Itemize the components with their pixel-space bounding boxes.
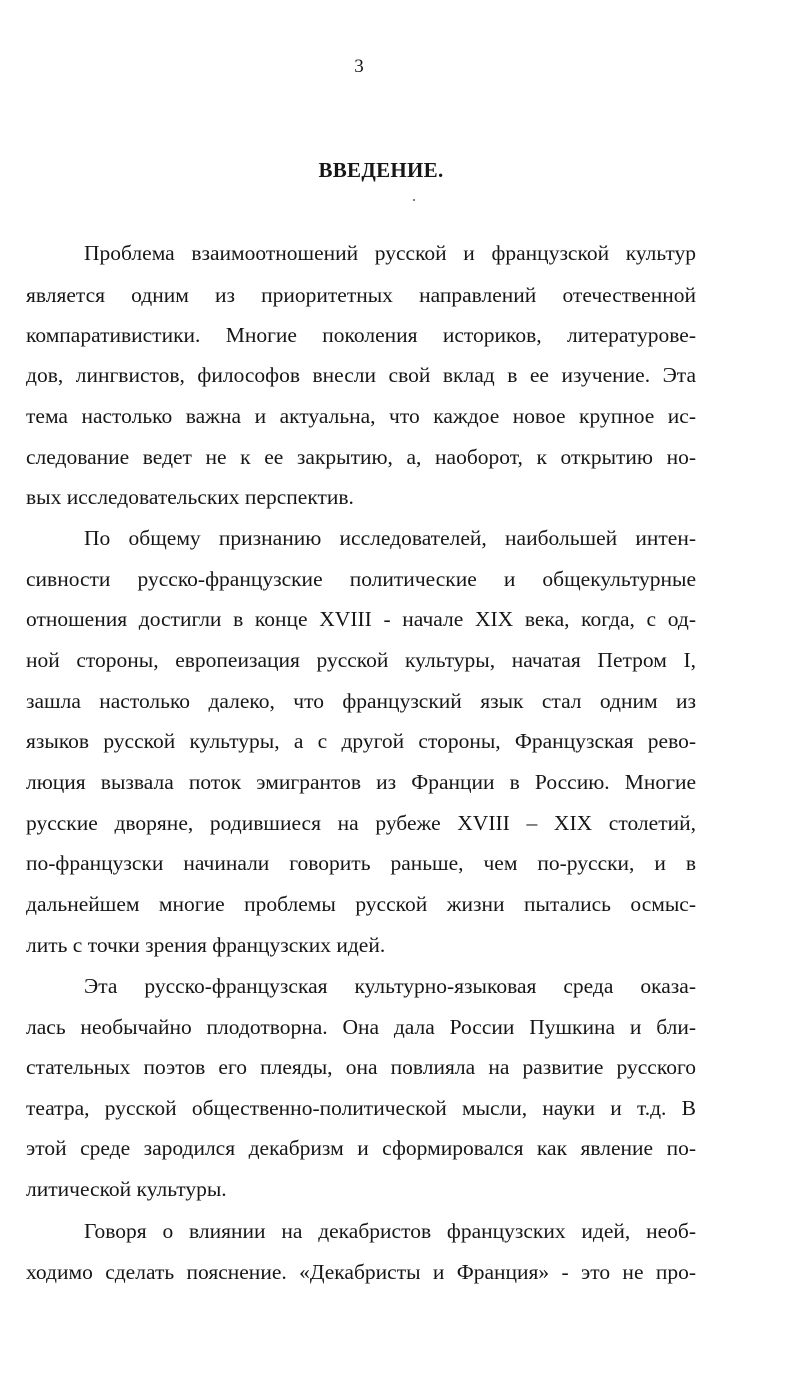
text-line: этой среде зародился декабризм и сформировался как явление по-: [26, 1136, 696, 1160]
text-line: по-французски начинали говорить раньше, чем по-русски, и в: [26, 851, 696, 875]
page-number: 3: [354, 56, 364, 77]
text-line: вых исследовательских перспектив.: [26, 485, 354, 509]
text-line: является одним из приоритетных направлений отечественной: [26, 283, 696, 307]
text-line: Эта русско-французская культурно-языковая среда оказа-: [84, 974, 696, 998]
text-line: театра, русской общественно-политической мысли, науки и т.д. В: [26, 1096, 696, 1120]
text-line: компаративистики. Многие поколения историков, литературове-: [26, 323, 696, 347]
text-line: литической культуры.: [26, 1177, 227, 1201]
text-line: языков русской культуры, а с другой стороны, Французская рево-: [26, 729, 696, 753]
text-line: отношения достигли в конце XVIII - начале XIX века, когда, с од-: [26, 607, 696, 631]
text-line: зашла настолько далеко, что французский язык стал одним из: [26, 689, 696, 713]
text-line: ной стороны, европеизация русской культуры, начатая Петром I,: [26, 648, 696, 672]
text-line: Говоря о влиянии на декабристов французских идей, необ-: [84, 1219, 696, 1243]
text-line: люция вызвала поток эмигрантов из Франции в Россию. Многие: [26, 770, 696, 794]
text-line: лить с точки зрения французских идей.: [26, 933, 386, 957]
text-line: русские дворяне, родившиеся на рубеже XVIII – XIX столетий,: [26, 811, 696, 835]
text-line: следование ведет не к ее закрытию, а, наоборот, к открытию но-: [26, 445, 696, 469]
text-line: дов, лингвистов, философов внесли свой вклад в ее изучение. Эта: [26, 363, 696, 387]
page-title: ВВЕДЕНИЕ.: [318, 158, 444, 182]
text-line: ходимо сделать пояснение. «Декабристы и Франция» - это не про-: [26, 1260, 696, 1284]
text-line: дальнейшем многие проблемы русской жизни пытались осмыс-: [26, 892, 696, 916]
text-line: стательных поэтов его плеяды, она повлияла на развитие русского: [26, 1055, 696, 1079]
text-line: Проблема взаимоотношений русской и французской культур: [84, 241, 696, 265]
stray-dot-mark: [413, 199, 415, 201]
text-line: лась необычайно плодотворна. Она дала России Пушкина и бли-: [26, 1015, 696, 1039]
text-line: По общему признанию исследователей, наибольшей интен-: [84, 526, 696, 550]
text-line: сивности русско-французские политические и общекультурные: [26, 567, 696, 591]
text-line: тема настолько важна и актуальна, что каждое новое крупное ис-: [26, 404, 696, 428]
